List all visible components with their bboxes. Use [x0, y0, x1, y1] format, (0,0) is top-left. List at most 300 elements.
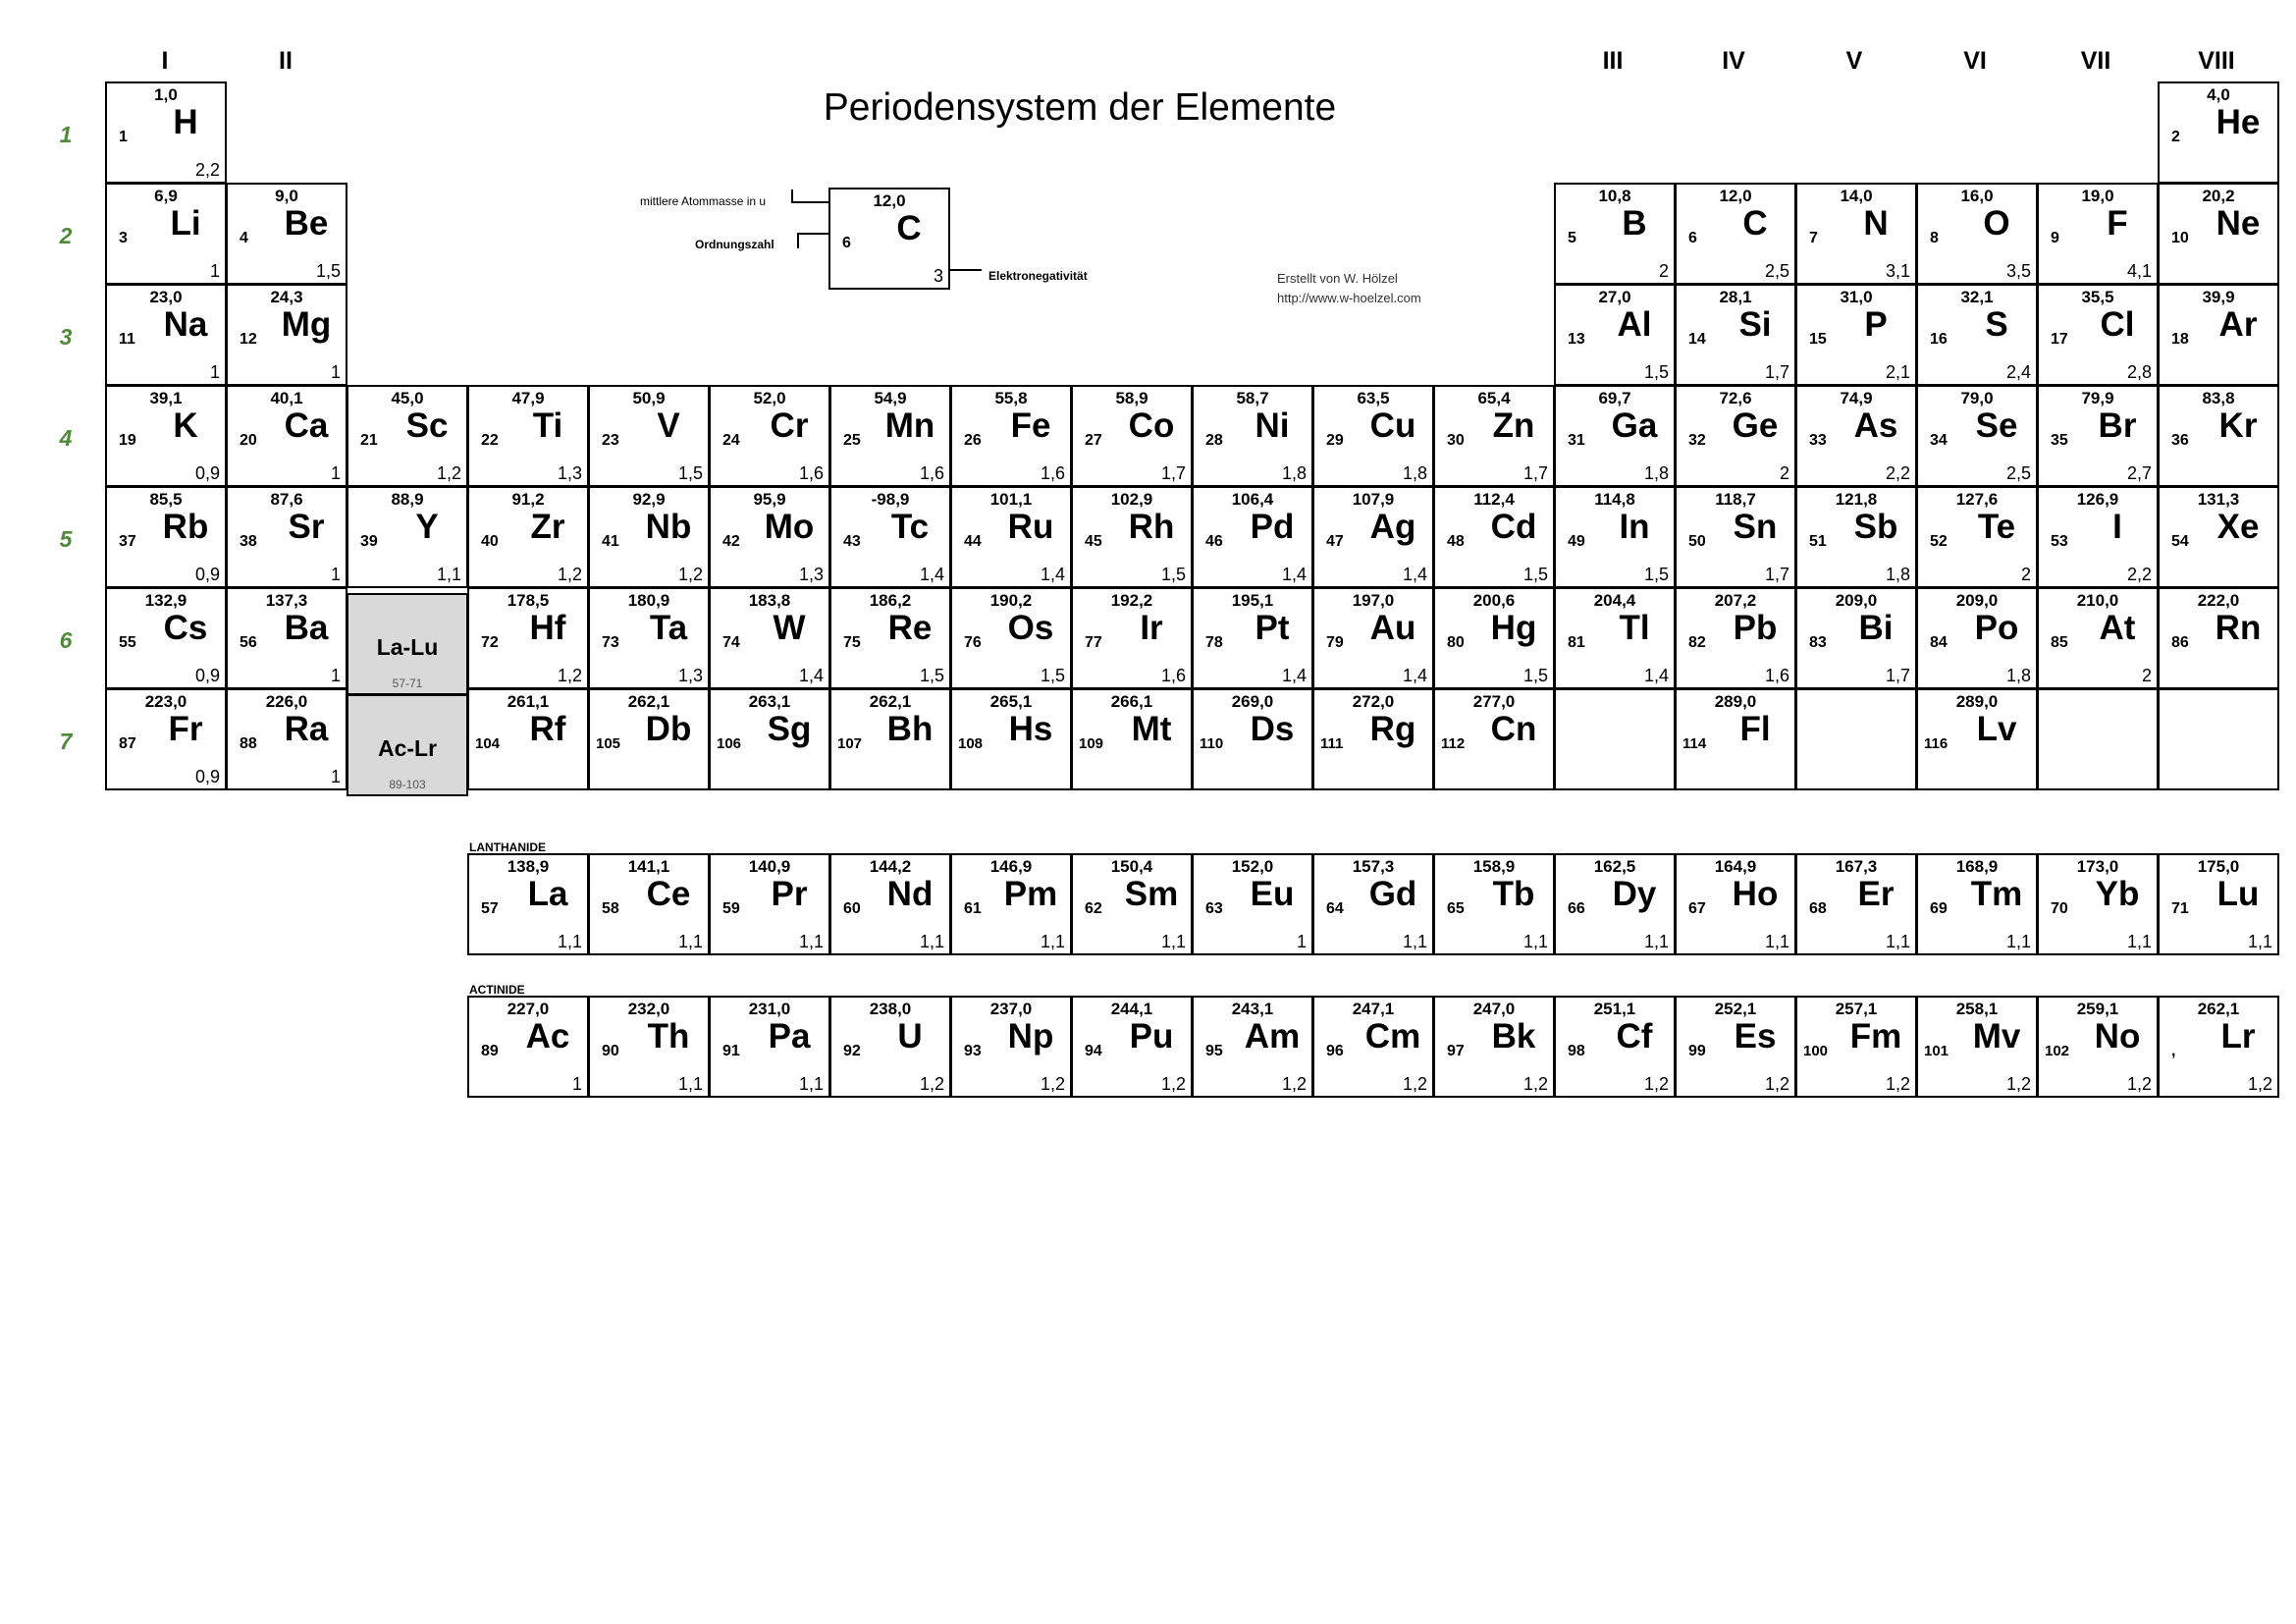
atomic-number: 22: [481, 432, 499, 449]
atomic-mass: 269,0: [1231, 692, 1274, 711]
element-yb: [2037, 853, 2159, 955]
electronegativity: 2: [1658, 261, 1669, 281]
element-mt: [1071, 688, 1193, 790]
element-mv: [1916, 996, 2038, 1098]
electronegativity: 1,3: [557, 463, 582, 483]
atomic-mass: 88,9: [391, 490, 424, 509]
atomic-number: 49: [1568, 533, 1585, 550]
electronegativity: 1,1: [2126, 932, 2152, 951]
element-hs: [950, 688, 1072, 790]
atomic-mass: 101,1: [989, 490, 1033, 509]
electronegativity: 1,3: [677, 666, 703, 685]
element-symbol: Rb: [162, 508, 209, 546]
electronegativity: 1: [571, 1074, 582, 1094]
electronegativity: 2,2: [2126, 565, 2152, 584]
legend-number-leader-v: [797, 233, 799, 248]
electronegativity: 4,1: [2126, 261, 2152, 281]
element-ho: [1675, 853, 1796, 955]
element-es: [1675, 996, 1796, 1098]
atomic-number: 76: [964, 634, 982, 651]
electronegativity: 1,8: [1402, 463, 1427, 483]
element-pa: [709, 996, 830, 1098]
element-bi: [1795, 587, 1917, 689]
element-symbol: U: [897, 1017, 923, 1056]
atomic-number: 5: [1568, 230, 1576, 246]
atomic-number: 66: [1568, 900, 1585, 917]
electronegativity: 1,1: [1522, 932, 1548, 951]
atomic-mass: 277,0: [1472, 692, 1516, 711]
legend-number-leader: [797, 233, 828, 235]
atomic-number: 96: [1326, 1043, 1344, 1059]
atomic-mass: 262,1: [869, 692, 912, 711]
atomic-number: 98: [1568, 1043, 1585, 1059]
element-symbol: Mo: [764, 508, 815, 546]
element-tc: [829, 486, 951, 588]
electronegativity: 1,4: [919, 565, 944, 584]
atomic-number: 10: [2171, 230, 2189, 246]
element-symbol: Fe: [1010, 406, 1051, 445]
atomic-number: 80: [1447, 634, 1465, 651]
credit-url: http://www.w-hoelzel.com: [1277, 291, 1421, 305]
element-zn: [1433, 385, 1555, 487]
element-ne: [2158, 183, 2279, 285]
element-symbol: Ga: [1611, 406, 1658, 445]
electronegativity: 2: [2141, 666, 2152, 685]
atomic-number: 87: [119, 735, 136, 752]
atomic-number: 34: [1930, 432, 1948, 449]
element-symbol: Pt: [1255, 609, 1290, 647]
electronegativity: 1,1: [1885, 932, 1910, 951]
electronegativity: 1,2: [557, 666, 582, 685]
element-tm: [1916, 853, 2038, 955]
atomic-number: 116: [1924, 735, 1949, 752]
element-symbol: In: [1619, 508, 1650, 546]
electronegativity: 1,2: [557, 565, 582, 584]
element-symbol: Nd: [886, 875, 934, 913]
atomic-mass: 126,9: [2076, 490, 2119, 509]
electronegativity: 1,1: [919, 932, 944, 951]
element-ra: [226, 688, 347, 790]
electronegativity: 1,4: [1643, 666, 1669, 685]
atomic-number: 43: [843, 533, 861, 550]
legend-en-label: Elektronegativität: [988, 269, 1088, 283]
electronegativity: 1,5: [1522, 565, 1548, 584]
atomic-mass: 251,1: [1593, 1000, 1636, 1018]
element-symbol: Cd: [1490, 508, 1537, 546]
electronegativity: 1,2: [677, 565, 703, 584]
legend-number-label: Ordnungszahl: [695, 238, 774, 251]
electronegativity: 1,4: [1281, 666, 1307, 685]
atomic-number: 9: [2051, 230, 2059, 246]
element-lv: [1916, 688, 2038, 790]
atomic-mass: 272,0: [1352, 692, 1395, 711]
electronegativity: 1: [1296, 932, 1307, 951]
atomic-number: 2: [2171, 129, 2180, 145]
atomic-number: 29: [1326, 432, 1344, 449]
atomic-mass: 190,2: [989, 591, 1033, 610]
group-label-v: V: [1845, 47, 1863, 75]
element-symbol: Ti: [532, 406, 563, 445]
element-gd: [1312, 853, 1434, 955]
lanthanide-placeholder-range: 57-71: [392, 677, 423, 690]
element-symbol: Db: [645, 710, 692, 748]
atomic-number: 52: [1930, 533, 1948, 550]
element-cm: [1312, 996, 1434, 1098]
atomic-number: 101: [1924, 1043, 1949, 1059]
electronegativity: 1,1: [1643, 932, 1669, 951]
atomic-mass: 79,0: [1960, 389, 1994, 407]
element-symbol: At: [2099, 609, 2136, 647]
element-mo: [709, 486, 830, 588]
element-p: [1795, 284, 1917, 386]
atomic-mass: 31,0: [1840, 288, 1873, 306]
atomic-number: 16: [1930, 331, 1948, 348]
element-ag: [1312, 486, 1434, 588]
element-er: [1795, 853, 1917, 955]
element-rb: [105, 486, 227, 588]
electronegativity: 1,2: [2247, 1074, 2272, 1094]
atomic-number: 14: [1688, 331, 1706, 348]
atomic-mass: 247,1: [1352, 1000, 1395, 1018]
atomic-number: 112: [1441, 735, 1466, 752]
element-xe: [2158, 486, 2279, 588]
element-symbol: Pb: [1733, 609, 1778, 647]
element-be: [226, 183, 347, 285]
atomic-number: 83: [1809, 634, 1827, 651]
element-cr: [709, 385, 830, 487]
atomic-mass: -98,9: [871, 490, 910, 509]
atomic-mass: 107,9: [1352, 490, 1395, 509]
atomic-mass: 138,9: [507, 857, 550, 876]
element-bh: [829, 688, 951, 790]
atomic-mass: 121,8: [1835, 490, 1878, 509]
atomic-mass: 10,8: [1598, 187, 1631, 205]
element-symbol: I: [2112, 508, 2122, 546]
atomic-number: 38: [240, 533, 257, 550]
atomic-mass: 118,7: [1715, 490, 1756, 509]
electronegativity: 1,1: [2005, 932, 2031, 951]
atomic-number: 89: [481, 1043, 499, 1059]
atomic-number: ,: [2171, 1043, 2176, 1059]
atomic-number: 85: [2051, 634, 2068, 651]
atomic-mass: 114,8: [1594, 490, 1635, 509]
atomic-mass: 168,9: [1955, 857, 1999, 876]
element-k: [105, 385, 227, 487]
element-mn: [829, 385, 951, 487]
atomic-number: 65: [1447, 900, 1465, 917]
element-symbol: Pd: [1250, 508, 1295, 546]
element-symbol: Tl: [1619, 609, 1650, 647]
atomic-number: 37: [119, 533, 136, 550]
element-rf: [467, 688, 589, 790]
element-symbol: Sc: [405, 406, 449, 445]
atomic-mass: 16,0: [1960, 187, 1994, 205]
atomic-mass: 164,9: [1714, 857, 1757, 876]
atomic-number: 104: [475, 735, 501, 752]
atomic-mass: 173,0: [2076, 857, 2119, 876]
element-bk: [1433, 996, 1555, 1098]
atomic-mass: 261,1: [507, 692, 550, 711]
element-symbol: Cu: [1369, 406, 1416, 445]
element-symbol: Eu: [1250, 875, 1295, 913]
atomic-mass: 227,0: [507, 1000, 550, 1018]
atomic-mass: 262,1: [2197, 1000, 2240, 1018]
atomic-number: 48: [1447, 533, 1465, 550]
element-pr: [709, 853, 830, 955]
electronegativity: 0,9: [194, 767, 220, 786]
electronegativity: 1,1: [557, 932, 582, 951]
legend-example-en: 3: [933, 266, 943, 286]
electronegativity: 1,4: [1281, 565, 1307, 584]
atomic-mass: 247,0: [1472, 1000, 1516, 1018]
element-fr: [105, 688, 227, 790]
legend-en-leader: [948, 269, 982, 271]
atomic-mass: 23,0: [149, 288, 183, 306]
actinide-placeholder: [347, 694, 468, 796]
atomic-mass: 232,0: [627, 1000, 670, 1018]
electronegativity: 1,6: [1160, 666, 1186, 685]
element-u: [829, 996, 951, 1098]
element-in: [1554, 486, 1676, 588]
element-pu: [1071, 996, 1193, 1098]
electronegativity: 1,2: [1160, 1074, 1186, 1094]
electronegativity: 1,5: [315, 261, 341, 281]
atomic-mass: 95,9: [753, 490, 786, 509]
element-fe: [950, 385, 1072, 487]
element-symbol: Zn: [1492, 406, 1535, 445]
atomic-number: 44: [964, 533, 982, 550]
atomic-mass: 12,0: [1719, 187, 1752, 205]
element-cs: [105, 587, 227, 689]
atomic-number: 24: [722, 432, 740, 449]
electronegativity: 3,1: [1885, 261, 1910, 281]
element-ar: [2158, 284, 2279, 386]
atomic-mass: 92,9: [632, 490, 666, 509]
atomic-number: 30: [1447, 432, 1465, 449]
atomic-mass: 183,8: [748, 591, 791, 610]
atomic-mass: 243,1: [1231, 1000, 1274, 1018]
element-symbol: Ir: [1140, 609, 1163, 647]
atomic-number: 61: [964, 900, 982, 917]
electronegativity: 1,2: [1643, 1074, 1669, 1094]
atomic-number: 60: [843, 900, 861, 917]
element-symbol: Mg: [281, 305, 332, 344]
atomic-mass: 195,1: [1231, 591, 1274, 610]
lanthanide-label: LANTHANIDE: [469, 840, 546, 854]
atomic-mass: 27,0: [1598, 288, 1631, 306]
atomic-mass: 28,1: [1719, 288, 1752, 306]
legend-mass-leader: [791, 201, 828, 203]
element-symbol: Pu: [1129, 1017, 1174, 1056]
atomic-number: 71: [2171, 900, 2189, 917]
actinide-label: ACTINIDE: [469, 983, 525, 997]
electronegativity: 1,6: [798, 463, 824, 483]
atomic-number: 7: [1809, 230, 1818, 246]
credit-author: Erstellt von W. Hölzel: [1277, 271, 1398, 286]
element-au: [1312, 587, 1434, 689]
element-br: [2037, 385, 2159, 487]
atomic-number: 99: [1688, 1043, 1706, 1059]
atomic-mass: 74,9: [1840, 389, 1873, 407]
electronegativity: 1,5: [677, 463, 703, 483]
electronegativity: 2,7: [2126, 463, 2152, 483]
electronegativity: 1: [330, 362, 341, 382]
atomic-mass: 9,0: [275, 187, 298, 205]
atomic-mass: 20,2: [2202, 187, 2235, 205]
atomic-mass: 150,4: [1110, 857, 1153, 876]
element-symbol: Cm: [1364, 1017, 1421, 1056]
atomic-number: 53: [2051, 533, 2068, 550]
element-symbol: Cs: [163, 609, 208, 647]
element-symbol: Sm: [1124, 875, 1179, 913]
atomic-mass: 192,2: [1110, 591, 1153, 610]
atomic-mass: 175,0: [2197, 857, 2240, 876]
atomic-mass: 200,6: [1472, 591, 1516, 610]
element-symbol: Cr: [770, 406, 809, 445]
element-hf: [467, 587, 589, 689]
element-al: [1554, 284, 1676, 386]
element-symbol: Yb: [2095, 875, 2140, 913]
element-symbol: Rf: [529, 710, 566, 748]
element-nd: [829, 853, 951, 955]
electronegativity: 1,6: [1040, 463, 1065, 483]
element-symbol: Er: [1857, 875, 1895, 913]
atomic-number: 46: [1205, 533, 1223, 550]
element-symbol: Ru: [1007, 508, 1054, 546]
element-ti: [467, 385, 589, 487]
atomic-number: 68: [1809, 900, 1827, 917]
electronegativity: 1,5: [1522, 666, 1548, 685]
electronegativity: 2,8: [2126, 362, 2152, 382]
electronegativity: 1,2: [1040, 1074, 1065, 1094]
element-cf: [1554, 996, 1676, 1098]
element-symbol: Po: [1974, 609, 2019, 647]
element-symbol: Li: [170, 204, 201, 243]
atomic-mass: 79,9: [2081, 389, 2114, 407]
atomic-number: 105: [596, 735, 621, 752]
element-symbol: Au: [1369, 609, 1416, 647]
element-symbol: Ac: [525, 1017, 570, 1056]
actinide-placeholder-symbol: Ac-Lr: [377, 735, 438, 761]
atomic-mass: 167,3: [1835, 857, 1878, 876]
element-symbol: Ar: [2218, 305, 2258, 344]
element-cd: [1433, 486, 1555, 588]
atomic-mass: 222,0: [2197, 591, 2240, 610]
element-y: [347, 486, 468, 588]
atomic-number: 55: [119, 634, 136, 651]
electronegativity: 1,8: [1281, 463, 1307, 483]
atomic-mass: 186,2: [869, 591, 912, 610]
element-symbol: H: [173, 103, 198, 141]
atomic-number: 47: [1326, 533, 1344, 550]
electronegativity: 1,2: [436, 463, 461, 483]
atomic-mass: 210,0: [2076, 591, 2119, 610]
element-rg: [1312, 688, 1434, 790]
electronegativity: 2,2: [194, 160, 220, 180]
atomic-number: 23: [602, 432, 619, 449]
atomic-number: 106: [717, 735, 742, 752]
atomic-mass: 102,9: [1110, 490, 1153, 509]
atomic-mass: 131,3: [2197, 490, 2240, 509]
element-symbol: No: [2094, 1017, 2141, 1056]
element-symbol: Pm: [1003, 875, 1058, 913]
atomic-number: 25: [843, 432, 861, 449]
atomic-number: 33: [1809, 432, 1827, 449]
electronegativity: 1: [330, 767, 341, 786]
atomic-number: 50: [1688, 533, 1706, 550]
element-ca: [226, 385, 347, 487]
element-os: [950, 587, 1072, 689]
electronegativity: 1,4: [1402, 666, 1427, 685]
electronegativity: 1: [330, 463, 341, 483]
electronegativity: 1,1: [1402, 932, 1427, 951]
element-lr: [2158, 996, 2279, 1098]
element-la: [467, 853, 589, 955]
actinide-placeholder-range: 89-103: [389, 778, 426, 791]
atomic-mass: 127,6: [1955, 490, 1999, 509]
legend-mass-leader-v: [791, 189, 793, 203]
element-sb: [1795, 486, 1917, 588]
element-w: [709, 587, 830, 689]
lanthanide-placeholder: [347, 593, 468, 695]
element-symbol: Bk: [1491, 1017, 1536, 1056]
element-rh: [1071, 486, 1193, 588]
element-v: [588, 385, 710, 487]
atomic-mass: 6,9: [154, 187, 178, 205]
electronegativity: 1: [209, 362, 220, 382]
atomic-mass: 112,4: [1473, 490, 1515, 509]
atomic-mass: 54,9: [874, 389, 907, 407]
electronegativity: 2,2: [1885, 463, 1910, 483]
element-empty: [1554, 688, 1676, 790]
page-title: Periodensystem der Elemente: [823, 86, 1337, 129]
atomic-mass: 238,0: [869, 1000, 912, 1018]
atomic-mass: 69,7: [1598, 389, 1631, 407]
atomic-mass: 58,9: [1115, 389, 1148, 407]
electronegativity: 1,2: [1885, 1074, 1910, 1094]
electronegativity: 1,2: [1281, 1074, 1307, 1094]
element-symbol: Sn: [1733, 508, 1778, 546]
element-symbol: Ta: [649, 609, 688, 647]
element-symbol: Hg: [1490, 609, 1537, 647]
electronegativity: 1,2: [1402, 1074, 1427, 1094]
atomic-mass: 72,6: [1719, 389, 1752, 407]
atomic-number: 86: [2171, 634, 2189, 651]
atomic-mass: 106,4: [1231, 490, 1274, 509]
element-empty: [2037, 688, 2159, 790]
atomic-number: 90: [602, 1043, 619, 1059]
element-f: [2037, 183, 2159, 285]
atomic-number: 102: [2045, 1043, 2070, 1059]
element-symbol: Tc: [890, 508, 930, 546]
element-fm: [1795, 996, 1917, 1098]
element-symbol: Nb: [645, 508, 692, 546]
atomic-number: 19: [119, 432, 136, 449]
element-ta: [588, 587, 710, 689]
element-symbol: P: [1864, 305, 1888, 344]
atomic-number: 31: [1568, 432, 1585, 449]
atomic-number: 97: [1447, 1043, 1465, 1059]
atomic-number: 88: [240, 735, 257, 752]
atomic-number: 32: [1688, 432, 1706, 449]
atomic-mass: 152,0: [1231, 857, 1274, 876]
atomic-number: 64: [1326, 900, 1344, 917]
element-mg: [226, 284, 347, 386]
element-symbol: Os: [1007, 609, 1054, 647]
legend-mass-label: mittlere Atommasse in u: [640, 194, 767, 208]
element-symbol: O: [1983, 204, 2010, 243]
atomic-number: 74: [722, 634, 740, 651]
